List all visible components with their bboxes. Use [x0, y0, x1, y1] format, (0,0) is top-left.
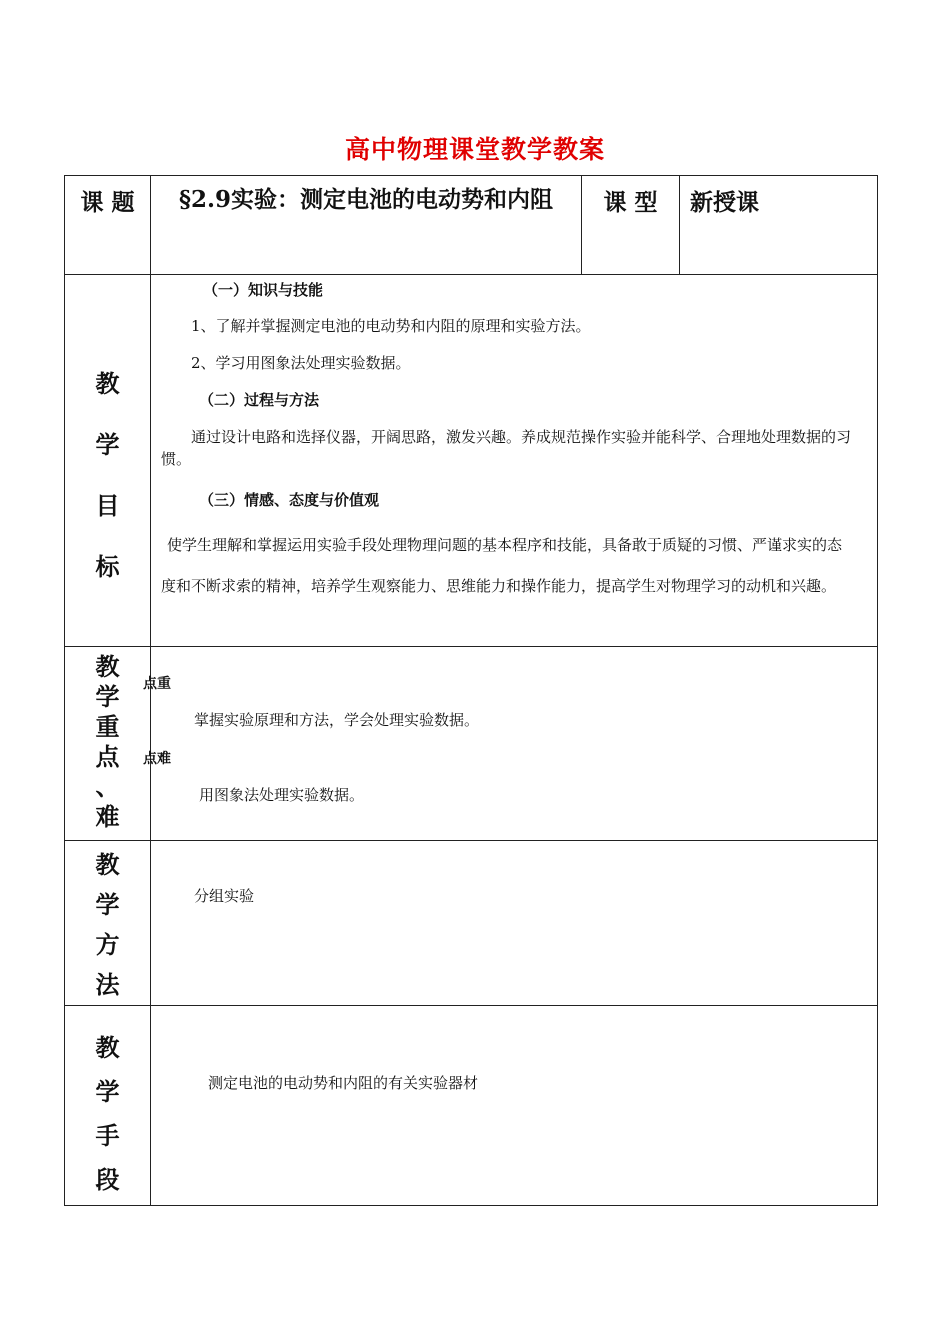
objectives-label-char: 标: [95, 552, 120, 581]
keypoints-row: [65, 647, 878, 841]
method-text: 分组实验: [194, 887, 255, 905]
method-content: [151, 841, 878, 1006]
objectives-paragraph: 通过设计电路和选择仪器，开阔思路，激发兴趣。养成规范操作实验并能科学、合理地处理数据的习惯。: [161, 428, 852, 468]
method-row: [65, 841, 878, 1006]
objectives-label-char: 教: [95, 369, 120, 398]
objectives-paragraph: 1、了解并掌握测定电池的电动势和内阻的原理和实验方法。: [191, 317, 591, 335]
keypoints-label-char: 学: [95, 682, 120, 711]
method-label-char: 教: [95, 850, 120, 879]
keypoints-label-char: 教: [95, 652, 120, 681]
keypoints-label-char: 重: [95, 712, 120, 741]
means-label: [65, 1006, 151, 1206]
means-label-char: 手: [95, 1121, 120, 1150]
difficulty-tag: 点难: [143, 751, 171, 767]
objectives-heading-process: （二）过程与方法: [199, 391, 320, 409]
means-row: [65, 1006, 878, 1206]
header-row: [65, 176, 878, 275]
focus-text: 掌握实验原理和方法，学会处理实验数据。: [194, 711, 480, 729]
keypoints-label-char: 、: [95, 772, 120, 801]
objectives-paragraph: 2、学习用图象法处理实验数据。: [191, 354, 411, 372]
type-label: 课 型: [582, 176, 680, 275]
method-label-char: 学: [95, 890, 120, 919]
objectives-heading-attitude: （三）情感、态度与价值观: [199, 491, 380, 509]
method-label-char: 法: [95, 970, 120, 999]
topic-value: §2.9实验：测定电池的电动势和内阻: [151, 176, 582, 275]
topic-label: 课 题: [65, 176, 151, 275]
objectives-row: [65, 275, 878, 647]
lesson-plan-table: [64, 175, 878, 1206]
means-content: [151, 1006, 878, 1206]
method-label: [65, 841, 151, 1006]
objectives-label-char: 学: [95, 430, 120, 459]
type-value: 新授课: [680, 176, 878, 275]
objectives-label-char: 目: [95, 491, 120, 520]
focus-tag: 点重: [143, 676, 171, 692]
method-label-char: 方: [95, 930, 120, 959]
difficulty-text: 用图象法处理实验数据。: [199, 786, 365, 804]
objectives-paragraph: 使学生理解和掌握运用实验手段处理物理问题的基本程序和技能，具备敢于质疑的习惯、严谨求实的态度和不断求索的精神，培养学生观察能力、思维能力和操作能力，提高学生对物理学习的动机和兴趣。: [161, 536, 843, 595]
objectives-heading-knowledge: （一）知识与技能: [203, 281, 324, 299]
objectives-content: [151, 275, 878, 647]
keypoints-label-char: 点: [95, 742, 120, 771]
keypoints-content: [143, 647, 878, 841]
objectives-label: [65, 275, 151, 647]
means-text: 测定电池的电动势和内阻的有关实验器材: [208, 1074, 479, 1092]
means-label-char: 教: [95, 1033, 120, 1062]
means-label-char: 段: [95, 1165, 120, 1194]
keypoints-label: [65, 647, 151, 841]
keypoints-label-char: 难: [95, 802, 120, 831]
means-label-char: 学: [95, 1077, 120, 1106]
document-title: 高中物理课堂教学教案: [344, 135, 605, 164]
